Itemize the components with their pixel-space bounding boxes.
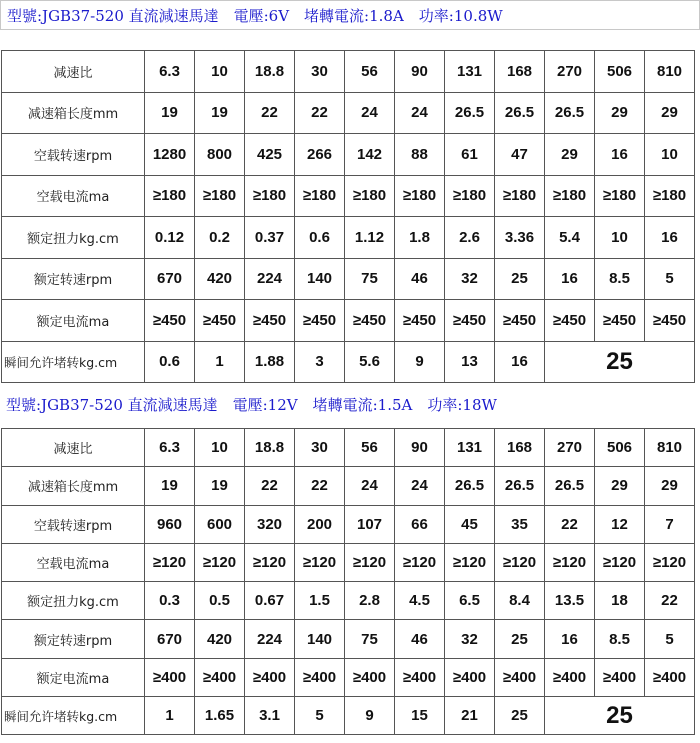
spec-value: 26.5 xyxy=(545,467,595,505)
spec-value: ≥450 xyxy=(495,300,545,342)
spec-value: ≥180 xyxy=(245,175,295,217)
spec-value: 1 xyxy=(145,697,195,735)
spec-value: 25 xyxy=(495,620,545,658)
spec-value: 32 xyxy=(445,258,495,300)
spec-value: 200 xyxy=(295,505,345,543)
spec-value: 10 xyxy=(195,429,245,467)
spec-table xyxy=(1,428,695,735)
spec-value: 6.3 xyxy=(145,51,195,93)
spec-value: 224 xyxy=(245,258,295,300)
row-label: 额定转速rpm xyxy=(2,620,145,658)
spec-value: 670 xyxy=(145,620,195,658)
spec-value: 26.5 xyxy=(495,92,545,134)
spec-row xyxy=(2,429,695,467)
spec-value: 10 xyxy=(595,217,645,259)
spec-value: ≥120 xyxy=(395,543,445,581)
spec-value: ≥450 xyxy=(595,300,645,342)
spec-value: 22 xyxy=(295,467,345,505)
spec-value: 16 xyxy=(645,217,695,259)
spec-value: 3.1 xyxy=(245,697,295,735)
row-label: 减速比 xyxy=(2,429,145,467)
spec-value: 270 xyxy=(545,429,595,467)
spec-value: 131 xyxy=(445,51,495,93)
spec-value: 22 xyxy=(245,92,295,134)
spec-value: 1280 xyxy=(145,134,195,176)
spec-value: 107 xyxy=(345,505,395,543)
spec-value: 24 xyxy=(345,92,395,134)
spec-row xyxy=(2,543,695,581)
spec-value: 29 xyxy=(645,467,695,505)
spec-value: ≥180 xyxy=(545,175,595,217)
spec-value: 30 xyxy=(295,429,345,467)
spec-value: 266 xyxy=(295,134,345,176)
spec-value: ≥180 xyxy=(195,175,245,217)
spec-value: 22 xyxy=(295,92,345,134)
spec-value: 10 xyxy=(645,134,695,176)
spec-value: 35 xyxy=(495,505,545,543)
spec-row xyxy=(2,467,695,505)
spec-value: 16 xyxy=(495,341,545,383)
spec-value: 8.5 xyxy=(595,258,645,300)
spec-value: 21 xyxy=(445,697,495,735)
spec-row xyxy=(2,697,695,735)
spec-value: 29 xyxy=(645,92,695,134)
spec-value: 0.6 xyxy=(145,341,195,383)
spec-value: 10 xyxy=(195,51,245,93)
spec-value: ≥400 xyxy=(295,658,345,696)
spec-row xyxy=(2,505,695,543)
spec-value: 90 xyxy=(395,429,445,467)
spec-value: 0.2 xyxy=(195,217,245,259)
spec-value: ≥450 xyxy=(645,300,695,342)
spec-value: 1.5 xyxy=(295,582,345,620)
spec-value: 19 xyxy=(145,92,195,134)
spec-value: 3 xyxy=(295,341,345,383)
spec-value: ≥120 xyxy=(495,543,545,581)
spec-value: ≥400 xyxy=(395,658,445,696)
spec-value: 425 xyxy=(245,134,295,176)
spec-value: 75 xyxy=(345,258,395,300)
spec-value: ≥180 xyxy=(345,175,395,217)
spec-value: 131 xyxy=(445,429,495,467)
row-label: 额定扭力kg.cm xyxy=(2,217,145,259)
spec-row xyxy=(2,620,695,658)
spec-value: 6.5 xyxy=(445,582,495,620)
spec-row xyxy=(2,258,695,300)
spec-value: 1.65 xyxy=(195,697,245,735)
motor-spec-12v xyxy=(0,390,700,735)
spec-value: ≥400 xyxy=(545,658,595,696)
spec-value: ≥180 xyxy=(295,175,345,217)
spec-value: 61 xyxy=(445,134,495,176)
spec-row xyxy=(2,51,695,93)
row-label: 减速箱长度mm xyxy=(2,467,145,505)
spec-value: ≥180 xyxy=(595,175,645,217)
spec-value: ≥450 xyxy=(395,300,445,342)
spec-value: ≥120 xyxy=(145,543,195,581)
motor-title: 型號:JGB37-520 直流減速馬達 電壓:6V 堵轉電流:1.8A 功率:10.8W xyxy=(0,0,700,30)
spec-value: ≥450 xyxy=(145,300,195,342)
spec-value: 420 xyxy=(195,258,245,300)
spec-value: 600 xyxy=(195,505,245,543)
spec-value: 88 xyxy=(395,134,445,176)
spec-value: 15 xyxy=(395,697,445,735)
spec-value: ≥120 xyxy=(645,543,695,581)
row-label: 空载转速rpm xyxy=(2,134,145,176)
spec-value: 224 xyxy=(245,620,295,658)
spec-value: 0.37 xyxy=(245,217,295,259)
spec-value: ≥450 xyxy=(345,300,395,342)
spec-value: 66 xyxy=(395,505,445,543)
spec-value: 56 xyxy=(345,51,395,93)
spec-value: 22 xyxy=(645,582,695,620)
spec-table xyxy=(1,50,695,383)
spec-value: ≥120 xyxy=(445,543,495,581)
spec-row xyxy=(2,300,695,342)
spec-value: 2.8 xyxy=(345,582,395,620)
spec-value: 4.5 xyxy=(395,582,445,620)
spec-value: 56 xyxy=(345,429,395,467)
spec-value: 32 xyxy=(445,620,495,658)
spec-value: 168 xyxy=(495,429,545,467)
spec-value: ≥180 xyxy=(395,175,445,217)
spec-value: 5 xyxy=(295,697,345,735)
spec-value: ≥120 xyxy=(295,543,345,581)
spec-value: 26.5 xyxy=(545,92,595,134)
spec-value: ≥180 xyxy=(445,175,495,217)
spec-value: 19 xyxy=(195,467,245,505)
spec-value: ≥450 xyxy=(295,300,345,342)
spec-value: 1.8 xyxy=(395,217,445,259)
spec-row xyxy=(2,175,695,217)
spec-value: 25 xyxy=(495,258,545,300)
row-label: 减速箱长度mm xyxy=(2,92,145,134)
row-label: 额定电流ma xyxy=(2,300,145,342)
spec-value: 25 xyxy=(495,697,545,735)
spec-value: 18.8 xyxy=(245,429,295,467)
spec-value: 29 xyxy=(595,467,645,505)
spec-value: 140 xyxy=(295,620,345,658)
spec-value: 29 xyxy=(545,134,595,176)
spec-value: 140 xyxy=(295,258,345,300)
spec-value: 19 xyxy=(145,467,195,505)
spec-value: 0.6 xyxy=(295,217,345,259)
spec-value: 168 xyxy=(495,51,545,93)
spec-value: 5.4 xyxy=(545,217,595,259)
spec-value: 45 xyxy=(445,505,495,543)
spec-row xyxy=(2,92,695,134)
merged-stall-value: 25 xyxy=(545,341,695,383)
spec-value: 800 xyxy=(195,134,245,176)
spec-value: 320 xyxy=(245,505,295,543)
spec-value: 47 xyxy=(495,134,545,176)
spec-value: 8.5 xyxy=(595,620,645,658)
spec-value: 90 xyxy=(395,51,445,93)
row-label: 减速比 xyxy=(2,51,145,93)
row-label: 瞬间允许堵转kg.cm xyxy=(2,341,145,383)
spec-value: 26.5 xyxy=(445,467,495,505)
spec-value: 16 xyxy=(545,258,595,300)
spec-value: ≥180 xyxy=(145,175,195,217)
spec-value: ≥120 xyxy=(245,543,295,581)
spec-value: 16 xyxy=(545,620,595,658)
spec-value: 270 xyxy=(545,51,595,93)
spec-value: 19 xyxy=(195,92,245,134)
spec-value: 1.88 xyxy=(245,341,295,383)
spec-row xyxy=(2,134,695,176)
spec-value: ≥120 xyxy=(195,543,245,581)
row-label: 额定转速rpm xyxy=(2,258,145,300)
spec-value: 22 xyxy=(245,467,295,505)
spec-value: 0.5 xyxy=(195,582,245,620)
spec-value: 75 xyxy=(345,620,395,658)
spec-value: 16 xyxy=(595,134,645,176)
spec-value: ≥400 xyxy=(195,658,245,696)
row-label: 空载转速rpm xyxy=(2,505,145,543)
spec-value: 5.6 xyxy=(345,341,395,383)
spec-value: ≥400 xyxy=(445,658,495,696)
spec-value: ≥400 xyxy=(495,658,545,696)
spec-value: 18 xyxy=(595,582,645,620)
spec-value: 960 xyxy=(145,505,195,543)
spec-row xyxy=(2,341,695,383)
spec-value: 506 xyxy=(595,429,645,467)
spec-value: 8.4 xyxy=(495,582,545,620)
spec-value: 5 xyxy=(645,258,695,300)
row-label: 额定扭力kg.cm xyxy=(2,582,145,620)
spec-value: 420 xyxy=(195,620,245,658)
spec-value: 1.12 xyxy=(345,217,395,259)
spec-value: 0.3 xyxy=(145,582,195,620)
spec-value: 13.5 xyxy=(545,582,595,620)
spec-value: 24 xyxy=(345,467,395,505)
spec-value: ≥180 xyxy=(645,175,695,217)
row-label: 额定电流ma xyxy=(2,658,145,696)
spec-value: 13 xyxy=(445,341,495,383)
spec-value: 18.8 xyxy=(245,51,295,93)
spec-value: 142 xyxy=(345,134,395,176)
spec-value: 46 xyxy=(395,258,445,300)
spec-value: 5 xyxy=(645,620,695,658)
spec-row xyxy=(2,658,695,696)
spec-value: ≥120 xyxy=(545,543,595,581)
row-label: 空载电流ma xyxy=(2,543,145,581)
spec-value: ≥450 xyxy=(445,300,495,342)
spec-value: 29 xyxy=(595,92,645,134)
spec-value: 6.3 xyxy=(145,429,195,467)
spec-value: 46 xyxy=(395,620,445,658)
spec-value: 22 xyxy=(545,505,595,543)
spec-value: ≥400 xyxy=(645,658,695,696)
spec-value: 2.6 xyxy=(445,217,495,259)
spec-value: ≥450 xyxy=(195,300,245,342)
spec-value: 30 xyxy=(295,51,345,93)
spec-value: 670 xyxy=(145,258,195,300)
spec-value: ≥400 xyxy=(245,658,295,696)
spec-value: 0.67 xyxy=(245,582,295,620)
spec-value: 0.12 xyxy=(145,217,195,259)
spec-value: 3.36 xyxy=(495,217,545,259)
spec-value: ≥450 xyxy=(245,300,295,342)
spec-value: ≥400 xyxy=(345,658,395,696)
row-label: 瞬间允许堵转kg.cm xyxy=(2,697,145,735)
spec-value: 26.5 xyxy=(495,467,545,505)
row-label: 空载电流ma xyxy=(2,175,145,217)
spec-value: ≥120 xyxy=(345,543,395,581)
spec-value: 1 xyxy=(195,341,245,383)
merged-stall-value: 25 xyxy=(545,697,695,735)
spec-value: 7 xyxy=(645,505,695,543)
spec-value: ≥450 xyxy=(545,300,595,342)
spec-value: 810 xyxy=(645,51,695,93)
motor-title: 型號:JGB37-520 直流減速馬達 電壓:12V 堵轉電流:1.5A 功率:18W xyxy=(6,396,497,414)
spec-value: 24 xyxy=(395,92,445,134)
spec-value: 506 xyxy=(595,51,645,93)
spec-value: 9 xyxy=(345,697,395,735)
spec-value: ≥400 xyxy=(595,658,645,696)
spec-value: 24 xyxy=(395,467,445,505)
spec-value: 12 xyxy=(595,505,645,543)
spec-value: ≥400 xyxy=(145,658,195,696)
spec-value: 810 xyxy=(645,429,695,467)
spec-value: 26.5 xyxy=(445,92,495,134)
spec-row xyxy=(2,582,695,620)
spec-row xyxy=(2,217,695,259)
spec-value: 9 xyxy=(395,341,445,383)
spec-value: ≥180 xyxy=(495,175,545,217)
spec-value: ≥120 xyxy=(595,543,645,581)
